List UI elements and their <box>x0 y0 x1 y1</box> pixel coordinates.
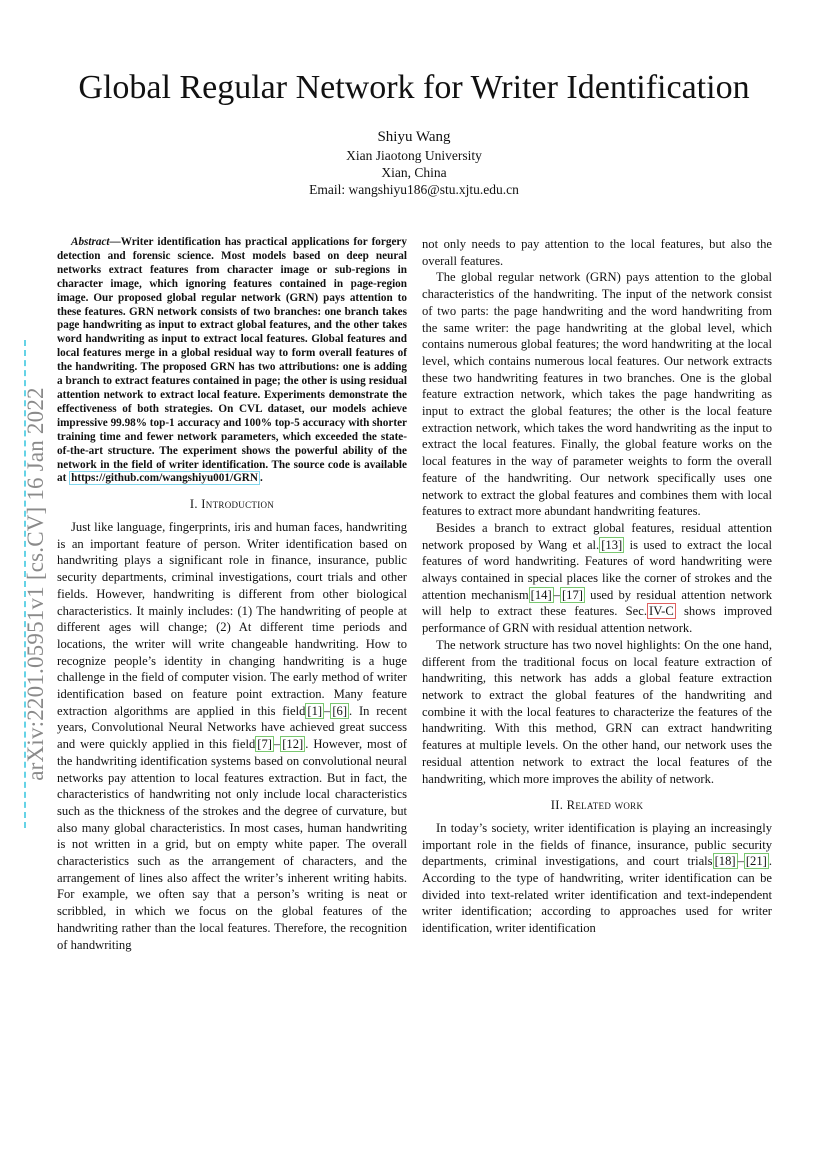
citation-link[interactable]: [12] <box>282 737 304 752</box>
section-title: Introduction <box>201 497 275 512</box>
author-block <box>0 128 828 198</box>
abstract-text: Writer identification has practical applications for forgery detection and forensic science. Most models based on deep neural networks extract features from character image or sub-regions in character image, which ignoring features contained in page-region image. Our proposed global regular network (GRN) pays attention to these features. GRN network consists of two branches: one branch takes page handwriting as input to extract global features, and the other takes word handwriting as input to extract local features. Global features and local features merge in a global residual way to form overall features of the handwriting. The proposed GRN has two attributions: one is adding a branch to extract features contained in page; the other is using residual attention network to extract local feature. Experiments demonstrate the effectiveness of both strategies. On CVL dataset, our models achieve impressive 99.98% top-1 accuracy and 100% top-5 accuracy with shorter training time and fewer network parameters, which exceeded the state-of-the-art structure. The experiment shows the powerful ability of the network in the field of writer identification. The source code is available at <box>57 236 407 485</box>
arxiv-identifier: arXiv:2201.05951v1 [cs.CV] 16 Jan 2022 <box>23 387 48 781</box>
citation-dash: – <box>553 587 560 602</box>
section-title: Related work <box>566 798 644 813</box>
abstract-end: . <box>259 472 263 485</box>
citation-link[interactable]: [1] <box>307 703 323 718</box>
section-number: I. <box>189 497 202 512</box>
section-number: II. <box>550 798 567 813</box>
citation-dash: – <box>324 703 331 718</box>
citation-link[interactable]: [18] <box>714 854 736 869</box>
citation-dash: – <box>737 854 744 869</box>
intro-paragraph <box>57 519 407 953</box>
paper-title: Global Regular Network for Writer Identification <box>78 69 750 106</box>
related-work-paragraph <box>422 820 772 937</box>
citation-link[interactable]: [14] <box>530 587 552 602</box>
attention-text-d: shows improved performance of GRN with residual attention network. <box>422 604 772 636</box>
author-email: Email: wangshiyu186@stu.xjtu.edu.cn <box>309 182 519 197</box>
citation-link[interactable]: [6] <box>332 703 348 718</box>
section-heading-introduction <box>57 496 407 513</box>
attention-paragraph <box>422 520 772 637</box>
citation-link[interactable]: [17] <box>561 587 583 602</box>
citation-dash: – <box>273 737 281 752</box>
intro-text-b: . In recent years, Convolutional Neural Networks have achieved great success and were quickly applied in this field <box>57 703 407 752</box>
intro-text-a: Just like language, fingerprints, iris and human faces, handwriting is an important feature of person. Writer identification based on handwriting plays a significant role in finance, insurance, public security departments, criminal investigations, court trials and other fields. However, handwriting is different from other biological characteristics. It mainly includes: (1) The handwriting of people at different ages will change; (2) At different time periods and locations, the writer will write changeable handwriting. How to recognize people’s identity in changing handwriting is a huge challenge in the field of computer vision. The early method of writer identification based on feature point extraction. Many feature extraction algorithms are applied in this field <box>57 520 407 718</box>
abstract-label: Abstract <box>71 236 110 248</box>
intro-text-c: . However, most of the handwriting identification systems based on convolutional neural networks pay attention to local features extraction. But in fact, the characteristics of handwriting not only include local characteristics such as the thickness of the strokes and the degree of curvature, but also many global characteristics. In most cases, human handwriting is not written in a grid, but on empty white paper. The overall characteristics such as the arrangement of characters, and the arrangement of lines also affect the writer’s inherent writing habits. For example, we often say that a person’s writing is neat or scribbled, in which we focus on the global features of the handwriting rather than the local features. Therefore, the recognition of handwriting <box>57 737 407 952</box>
abstract <box>57 236 407 486</box>
abstract-dash: — <box>109 236 121 248</box>
author-affiliation: Xian Jiaotong University <box>346 148 482 163</box>
related-text-a: In today’s society, writer identification is playing an increasingly important role in the fields of finance, insurance, public security departments, criminal investigations, and court trials <box>422 820 772 869</box>
author-name: Shiyu Wang <box>377 129 451 145</box>
attention-text-c: used by residual attention network will help to extract these features. Sec. <box>422 587 773 619</box>
related-text-b: . According to the type of handwriting, writer identification can be divided into text-related writer identification and text-independent writer identification; according to approaches used for writer identification, writer identification <box>422 854 772 936</box>
attention-text-a: Besides a branch to extract global features, residual attention network proposed by Wang et al. <box>422 520 772 552</box>
grn-paragraph: The global regular network (GRN) pays attention to the global characteristics of the handwriting. The input of the network consist of two parts: the page handwriting and the word handwriting from the same writer: the page handwriting at the global level, which contains numerous global features; the word handwriting at the local level, which contains numerous local features. Our network extracts these two handwriting features in two branches. One is the global feature extraction network, which takes the page handwriting as input to extract the global features; the other is the local feature extraction network, which takes the word handwriting as the input to extract the local features. Finally, the global feature works on the local features in the way of parameter weights to form the overall feature of the handwriting. Our network specifically uses one network to extract the global features and combines them with local features to extract more abundant handwriting features. <box>422 270 772 519</box>
left-column <box>57 236 407 953</box>
arxiv-stamp <box>18 340 54 828</box>
section-heading-related-work <box>422 797 772 814</box>
section-reference-link[interactable]: IV-C <box>649 604 674 619</box>
source-code-link[interactable]: https://github.com/wangshiyu001/GRN <box>71 472 258 485</box>
highlights-paragraph: The network structure has two novel highlights: On the one hand, different from the traditional focus on local feature extraction of handwriting, this network has adds a global feature extraction network to extract the global features of the handwriting and combine it with the local features to characterize the features of the handwriting. With this method, GRN can extract handwriting features at multiple levels. On the other hand, our network uses the residual attention network to extract the local features of the handwriting, which more improves the ability of network. <box>422 637 772 786</box>
attention-text-b: is used to extract the local features of word handwriting. Features of word handwriting were always contained in special places like the corner of strokes and the attention mechanism <box>422 537 772 602</box>
continued-paragraph: not only needs to pay attention to the local features, but also the overall features. <box>422 237 772 268</box>
right-column <box>422 236 772 937</box>
author-location: Xian, China <box>381 165 447 180</box>
citation-link[interactable]: [7] <box>257 737 272 752</box>
citation-link[interactable]: [21] <box>745 854 767 869</box>
citation-link[interactable]: [13] <box>601 537 623 552</box>
